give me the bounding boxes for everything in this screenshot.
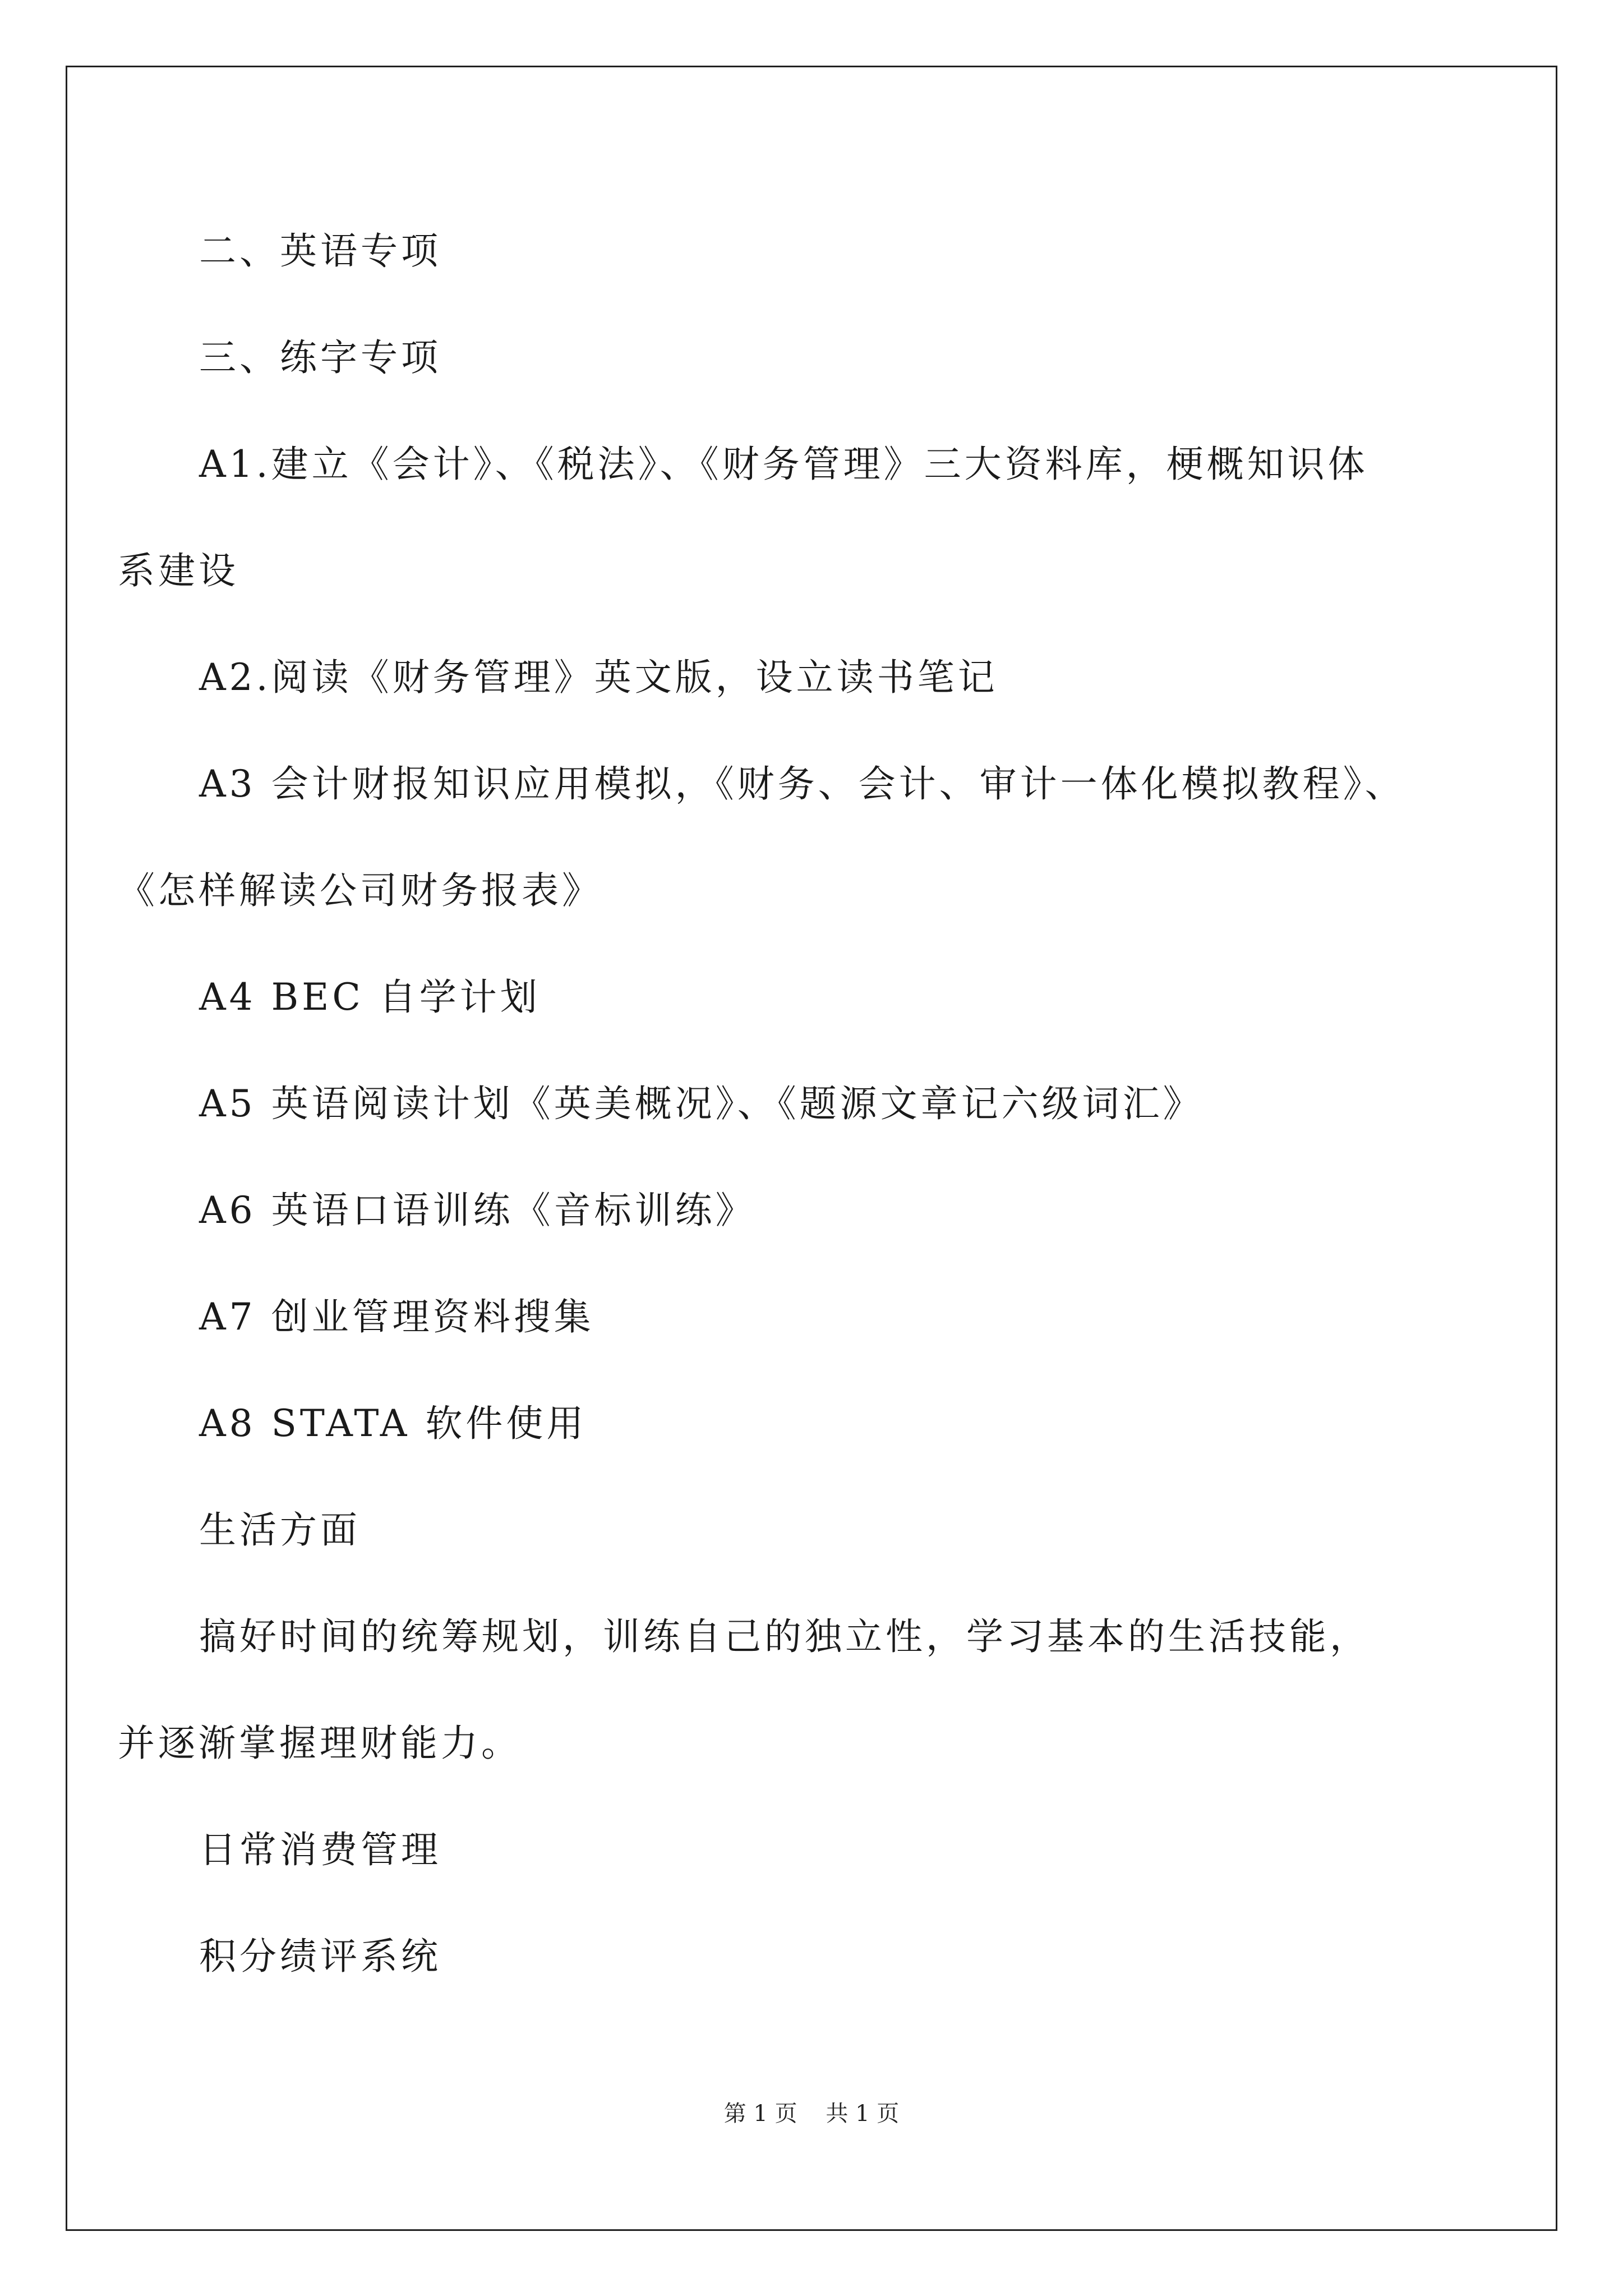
item-a3-line1: A3 会计财报知识应用模拟，《财务、会计、审计一体化模拟教程》、: [199, 762, 1405, 806]
item-a7: A7 创业管理资料搜集: [199, 1295, 594, 1338]
item-a2: A2.阅读《财务管理》英文版，设立读书笔记: [199, 656, 998, 699]
heading-points-evaluation: 积分绩评系统: [199, 1935, 441, 1978]
heading-calligraphy-special: 三、练字专项: [199, 336, 441, 379]
life-paragraph-line1: 搞好时间的统筹规划，训练自己的独立性，学习基本的生活技能，: [199, 1615, 1370, 1658]
item-a6: A6 英语口语训练《音标训练》: [199, 1189, 756, 1232]
life-paragraph-line2: 并逐渐掌握理财能力。: [118, 1722, 522, 1765]
item-a5: A5 英语阅读计划《英美概况》、《题源文章记六级词汇》: [199, 1082, 1204, 1125]
item-a8: A8 STATA 软件使用: [199, 1402, 587, 1445]
page-border: [66, 66, 1557, 2231]
item-a4: A4 BEC 自学计划: [199, 976, 541, 1019]
item-a1-line1: A1.建立《会计》、《税法》、《财务管理》三大资料库，梗概知识体: [199, 443, 1368, 486]
item-a1-line2: 系建设: [118, 549, 239, 592]
heading-english-special: 二、英语专项: [199, 229, 441, 273]
item-a3-line2: 《怎样解读公司财务报表》: [118, 869, 602, 912]
heading-daily-consumption: 日常消费管理: [199, 1828, 441, 1871]
heading-life-aspects: 生活方面: [199, 1508, 361, 1552]
page-number-footer: 第 1 页 共 1 页: [723, 2101, 900, 2127]
